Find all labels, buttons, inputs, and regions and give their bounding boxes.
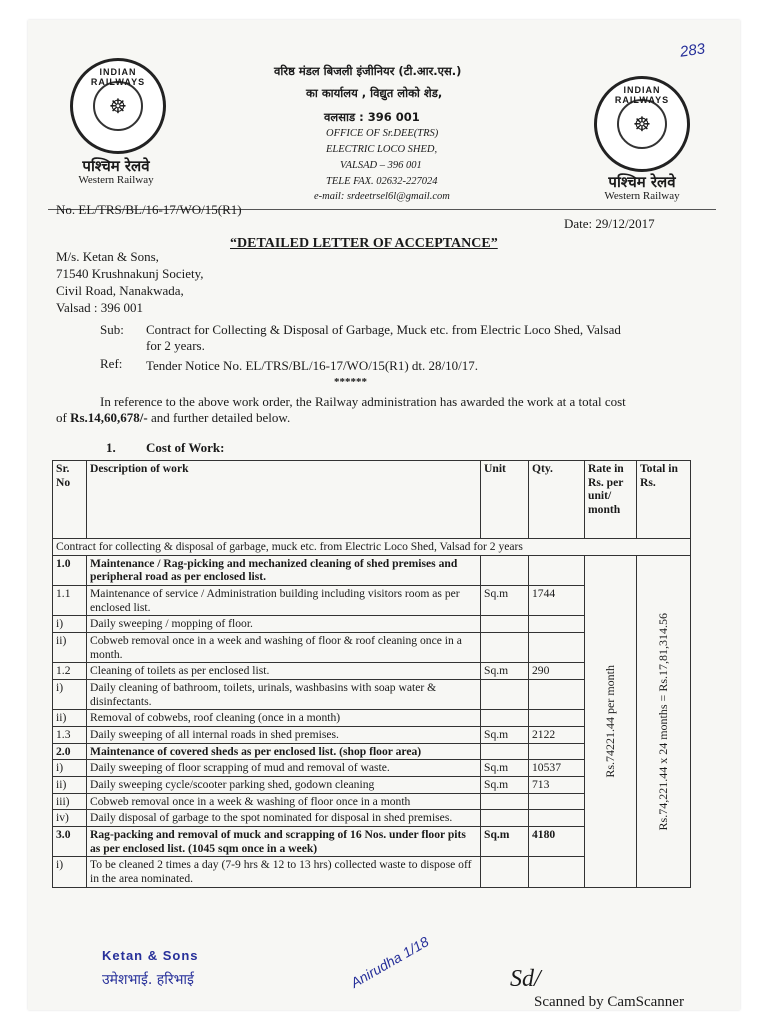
header-en-line1: OFFICE OF Sr.DEE(TRS) bbox=[326, 128, 439, 139]
row-description: Daily sweeping of floor scrapping of mud and removal of waste. bbox=[87, 760, 481, 777]
rate-cell bbox=[585, 555, 637, 887]
row-sr: 1.2 bbox=[53, 663, 87, 680]
row-unit: Sq.m bbox=[481, 760, 529, 777]
railway-name-english-left: Western Railway bbox=[78, 174, 154, 186]
address-line: Civil Road, Nanakwada, bbox=[56, 283, 184, 298]
header-sr: Sr. No bbox=[53, 461, 87, 539]
row-qty bbox=[529, 743, 585, 760]
row-sr: iv) bbox=[53, 810, 87, 827]
section-title: Cost of Work: bbox=[146, 440, 225, 455]
header-total: Total in Rs. bbox=[637, 461, 691, 539]
row-qty bbox=[529, 555, 585, 585]
row-unit: Sq.m bbox=[481, 777, 529, 794]
row-unit bbox=[481, 616, 529, 633]
address-block bbox=[56, 248, 204, 316]
row-qty: 10537 bbox=[529, 760, 585, 777]
row-qty: 713 bbox=[529, 777, 585, 794]
reference-text: Tender Notice No. EL/TRS/BL/16-17/WO/15(R1) dt. 28/10/17. bbox=[146, 358, 478, 373]
row-qty bbox=[529, 710, 585, 727]
cost-of-work-table bbox=[52, 460, 691, 888]
row-unit: Sq.m bbox=[481, 586, 529, 616]
row-description: To be cleaned 2 times a day (7-9 hrs & 12 to 13 hrs) collected waste to dispose off in the area nominated. bbox=[87, 857, 481, 887]
row-unit bbox=[481, 555, 529, 585]
table-header-row bbox=[53, 461, 691, 539]
row-qty bbox=[529, 633, 585, 663]
ashoka-emblem-icon: ☸ bbox=[617, 99, 667, 149]
row-description: Daily sweeping of all internal roads in shed premises. bbox=[87, 727, 481, 744]
address-line: M/s. Ketan & Sons, bbox=[56, 249, 159, 264]
total-cost-amount: Rs.14,60,678/- bbox=[70, 410, 148, 425]
letter-title: “DETAILED LETTER OF ACCEPTANCE” bbox=[230, 236, 498, 251]
row-sr: 1.1 bbox=[53, 586, 87, 616]
stamp-signature-hindi: उमेशभाई. हरिभाई bbox=[102, 972, 194, 988]
contract-row-text: Contract for collecting & disposal of garbage, muck etc. from Electric Loco Shed, Valsad for 2 years bbox=[53, 539, 691, 556]
row-qty: 4180 bbox=[529, 827, 585, 857]
indian-railways-logo-right bbox=[594, 76, 690, 172]
row-sr: 1.0 bbox=[53, 555, 87, 585]
logo-ring-text: INDIAN RAILWAYS bbox=[614, 85, 670, 105]
row-sr: 3.0 bbox=[53, 827, 87, 857]
header-unit: Unit bbox=[481, 461, 529, 539]
row-sr: i) bbox=[53, 616, 87, 633]
row-unit bbox=[481, 793, 529, 810]
row-qty bbox=[529, 680, 585, 710]
row-unit bbox=[481, 710, 529, 727]
row-sr: ii) bbox=[53, 633, 87, 663]
header-en-line4: TELE FAX. 02632-227024 bbox=[326, 176, 438, 187]
address-line: Valsad : 396 001 bbox=[56, 300, 144, 315]
row-description: Maintenance / Rag-picking and mechanized cleaning of shed premises and peripheral road as per enclosed list. bbox=[87, 555, 481, 585]
subject-text-line1: Contract for Collecting & Disposal of Garbage, Muck etc. from Electric Loco Shed, Valsad bbox=[146, 322, 621, 337]
row-description: Daily disposal of garbage to the spot nominated for disposal in shed premises. bbox=[87, 810, 481, 827]
stars-separator: ****** bbox=[334, 376, 367, 388]
scanner-watermark: Scanned by CamScanner bbox=[534, 994, 684, 1010]
contract-row bbox=[53, 539, 691, 556]
row-description: Rag-packing and removal of muck and scrapping of 16 Nos. under floor pits as per enclosed list. (1045 sqm once in a week) bbox=[87, 827, 481, 857]
reference-label: Ref: bbox=[100, 356, 123, 371]
row-sr: 2.0 bbox=[53, 743, 87, 760]
header-en-line5: e-mail: srdeetrsel6l@gmail.com bbox=[314, 191, 450, 202]
row-unit: Sq.m bbox=[481, 827, 529, 857]
row-unit bbox=[481, 857, 529, 887]
railway-name-hindi-right: पश्चिम रेलवे bbox=[608, 173, 676, 191]
signature-right: Sd/ bbox=[510, 966, 541, 992]
row-description: Removal of cobwebs, roof cleaning (once in a month) bbox=[87, 710, 481, 727]
document-page bbox=[28, 20, 740, 1010]
row-description: Maintenance of covered sheds as per enclosed list. (shop floor area) bbox=[87, 743, 481, 760]
header-hindi-line2: का कार्यालय , विद्युत लोको शेड, bbox=[306, 86, 443, 100]
company-stamp: Ketan & Sons bbox=[102, 948, 199, 963]
row-qty bbox=[529, 793, 585, 810]
row-description: Cobweb removal once in a week and washing of floor & roof cleaning once in a month. bbox=[87, 633, 481, 663]
subject-text-line2: for 2 years. bbox=[146, 338, 205, 353]
letter-date: Date: 29/12/2017 bbox=[564, 216, 655, 231]
header-rate: Rate in Rs. per unit/ month bbox=[585, 461, 637, 539]
signature-middle: Anirudha 1/18 bbox=[347, 933, 432, 991]
total-cell bbox=[637, 555, 691, 887]
header-en-line3: VALSAD – 396 001 bbox=[340, 160, 422, 171]
header-hindi-line3: वलसाड : 396 001 bbox=[324, 110, 420, 124]
cost-table-body bbox=[53, 461, 691, 888]
row-unit bbox=[481, 680, 529, 710]
row-unit bbox=[481, 633, 529, 663]
address-line: 71540 Krushnakunj Society, bbox=[56, 266, 204, 281]
header-qty: Qty. bbox=[529, 461, 585, 539]
row-unit bbox=[481, 743, 529, 760]
row-unit: Sq.m bbox=[481, 663, 529, 680]
table-row bbox=[53, 555, 691, 585]
row-description: Cobweb removal once in a week & washing of floor once in a month bbox=[87, 793, 481, 810]
header-en-line2: ELECTRIC LOCO SHED, bbox=[326, 144, 438, 155]
row-sr: 1.3 bbox=[53, 727, 87, 744]
row-sr: i) bbox=[53, 857, 87, 887]
header-description: Description of work bbox=[87, 461, 481, 539]
row-qty bbox=[529, 857, 585, 887]
body-suffix: and further detailed below. bbox=[147, 410, 291, 425]
page-number: 283 bbox=[678, 40, 707, 61]
row-description: Daily cleaning of bathroom, toilets, urinals, washbasins with soap water & disinfectants. bbox=[87, 680, 481, 710]
body-line2 bbox=[56, 410, 290, 426]
body-line1: In reference to the above work order, the Railway administration has awarded the work at a total cost bbox=[100, 394, 626, 409]
total-amount: Rs.74,221.44 x 24 months = Rs.17,81,314.56 bbox=[656, 612, 671, 830]
logo-ring-text: INDIAN RAILWAYS bbox=[90, 67, 146, 87]
row-description: Cleaning of toilets as per enclosed list. bbox=[87, 663, 481, 680]
row-qty: 2122 bbox=[529, 727, 585, 744]
body-prefix: of bbox=[56, 410, 71, 425]
section-number: 1. bbox=[106, 440, 116, 455]
row-qty: 290 bbox=[529, 663, 585, 680]
row-sr: ii) bbox=[53, 777, 87, 794]
railway-name-hindi-left: पश्चिम रेलवे bbox=[82, 157, 150, 175]
row-sr: iii) bbox=[53, 793, 87, 810]
row-unit bbox=[481, 810, 529, 827]
subject-label: Sub: bbox=[100, 322, 124, 337]
rate-per-month: Rs.74221.44 per month bbox=[603, 664, 618, 778]
row-qty bbox=[529, 616, 585, 633]
row-sr: i) bbox=[53, 680, 87, 710]
row-unit: Sq.m bbox=[481, 727, 529, 744]
ashoka-emblem-icon: ☸ bbox=[93, 81, 143, 131]
row-qty: 1744 bbox=[529, 586, 585, 616]
indian-railways-logo-left bbox=[70, 58, 166, 154]
letter-ref-no: No. EL/TRS/BL/16-17/WO/15(R1) bbox=[56, 202, 242, 217]
railway-name-english-right: Western Railway bbox=[604, 190, 680, 202]
row-description: Daily sweeping cycle/scooter parking shed, godown cleaning bbox=[87, 777, 481, 794]
header-hindi-line1: वरिष्ठ मंडल बिजली इंजीनियर (टी.आर.एस.) bbox=[274, 64, 462, 78]
row-description: Daily sweeping / mopping of floor. bbox=[87, 616, 481, 633]
row-qty bbox=[529, 810, 585, 827]
row-sr: i) bbox=[53, 760, 87, 777]
row-description: Maintenance of service / Administration building including visitors room as per enclosed list. bbox=[87, 586, 481, 616]
row-sr: ii) bbox=[53, 710, 87, 727]
